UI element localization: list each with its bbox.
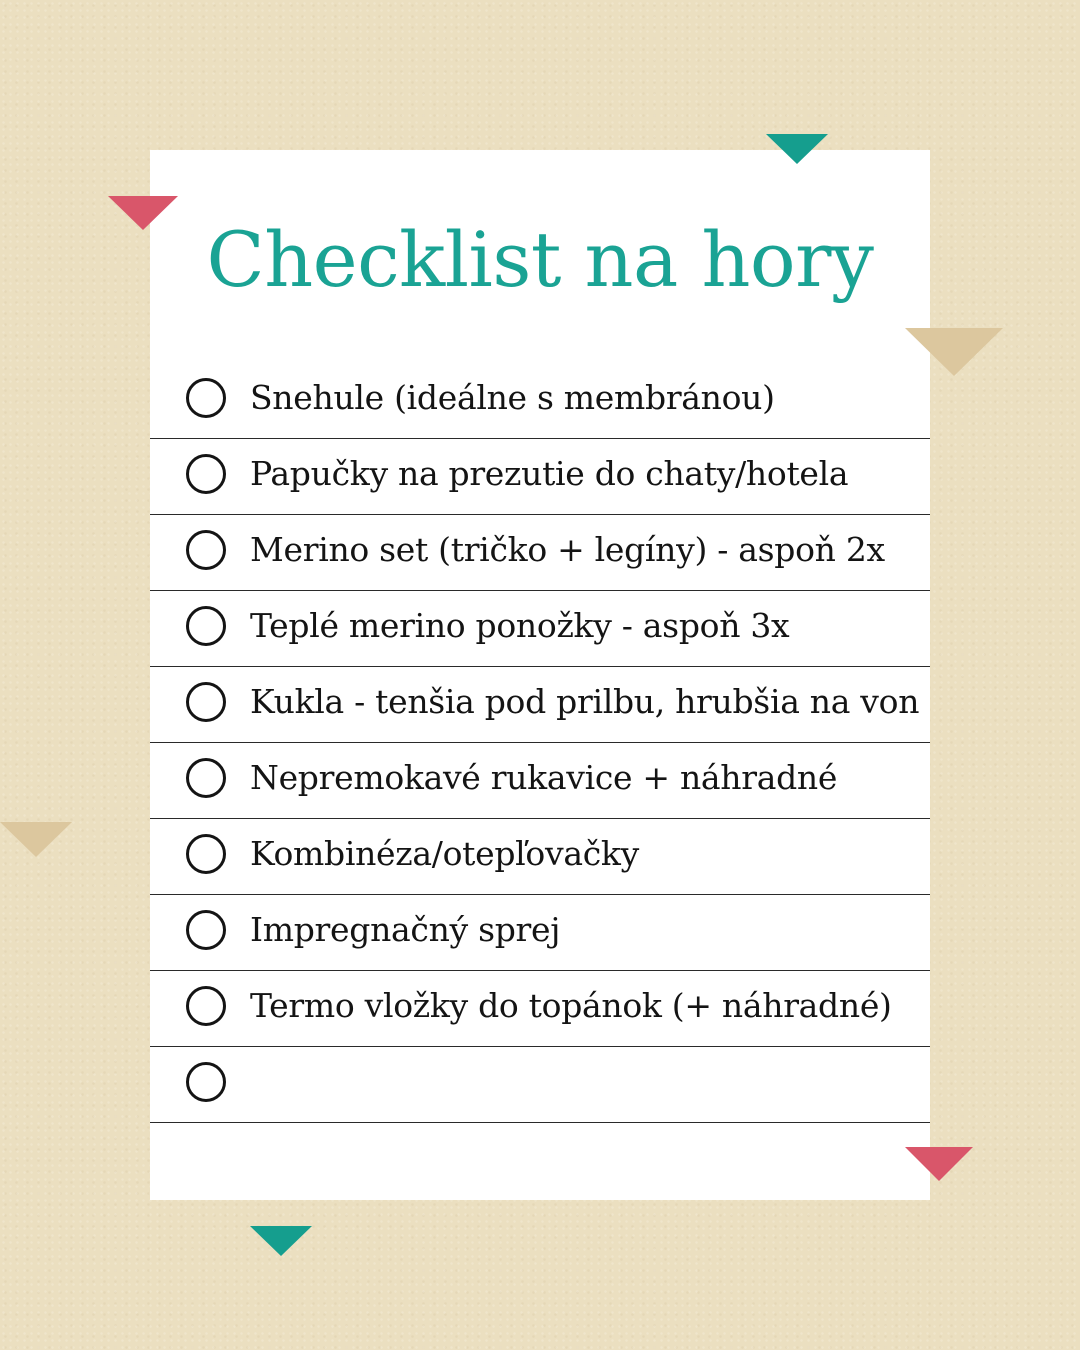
empty-checkbox-circle-icon[interactable] [186, 682, 226, 722]
pink-triangle-bottom-right-decoration [905, 1147, 973, 1181]
checklist-item-label: Termo vložky do topánok (+ náhradné) [250, 986, 892, 1025]
checklist-item [150, 971, 930, 1047]
checklist-item-label: Kukla - tenšia pod prilbu, hrubšia na von [250, 682, 920, 721]
checklist-item-label: Nepremokavé rukavice + náhradné [250, 758, 838, 797]
empty-checkbox-circle-icon[interactable] [186, 986, 226, 1026]
checklist-item-label: Papučky na prezutie do chaty/hotela [250, 454, 849, 493]
checklist-item-label: Teplé merino ponožky - aspoň 3x [250, 606, 790, 645]
checklist-item [150, 819, 930, 895]
checklist-item-label: Kombinéza/otepľovačky [250, 834, 639, 873]
teal-triangle-top-decoration [766, 134, 828, 164]
checklist-item [150, 363, 930, 439]
tan-triangle-left-decoration [0, 822, 72, 857]
empty-checkbox-circle-icon[interactable] [186, 378, 226, 418]
empty-checkbox-circle-icon[interactable] [186, 454, 226, 494]
empty-checkbox-circle-icon[interactable] [186, 910, 226, 950]
teal-triangle-bottom-decoration [250, 1226, 312, 1256]
page-title: Checklist na hory [206, 215, 874, 304]
empty-checkbox-circle-icon[interactable] [186, 1062, 226, 1102]
checklist-item [150, 667, 930, 743]
checklist-item-empty [150, 1047, 930, 1123]
checklist-item [150, 895, 930, 971]
checklist-item-label: Impregnačný sprej [250, 910, 561, 949]
empty-checkbox-circle-icon[interactable] [186, 758, 226, 798]
empty-checkbox-circle-icon[interactable] [186, 530, 226, 570]
checklist-item [150, 515, 930, 591]
checklist-item-label: Snehule (ideálne s membránou) [250, 378, 775, 417]
checklist-item [150, 591, 930, 667]
checklist-item-label: Merino set (tričko + legíny) - aspoň 2x [250, 530, 885, 569]
empty-checkbox-circle-icon[interactable] [186, 606, 226, 646]
empty-checkbox-circle-icon[interactable] [186, 834, 226, 874]
checklist-item [150, 743, 930, 819]
checklist [150, 363, 930, 1123]
checklist-item [150, 439, 930, 515]
